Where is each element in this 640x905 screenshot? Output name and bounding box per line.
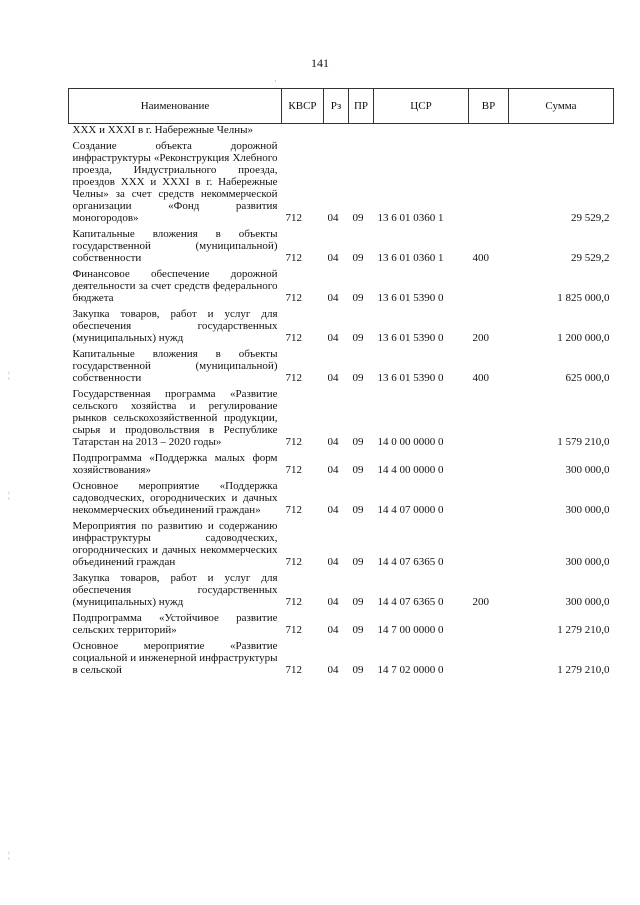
table-row bbox=[69, 348, 614, 388]
cell-sum: 1 200 000,0 bbox=[557, 332, 610, 344]
scan-mark: ¦ bbox=[8, 370, 10, 380]
cell-vr bbox=[469, 480, 509, 520]
cell-pr: 09 bbox=[352, 252, 364, 264]
cell-name: Подпрограмма «Поддержка малых форм хозяйствования» bbox=[72, 452, 278, 476]
cell-kvsr: 712 bbox=[285, 556, 302, 568]
cell-sum: 625 000,0 bbox=[565, 372, 610, 384]
col-header-sum: Сумма bbox=[509, 89, 614, 124]
cell-csr: 14 4 07 0000 0 bbox=[377, 504, 444, 516]
cell-name: XXX и XXXI в г. Набережные Челны» bbox=[72, 124, 254, 136]
col-header-rz: Рз bbox=[324, 89, 349, 124]
cell-pr: 09 bbox=[352, 664, 364, 676]
cell-rz: 04 bbox=[327, 436, 339, 448]
table-header-row bbox=[69, 89, 614, 124]
cell-csr: 14 0 00 0000 0 bbox=[377, 436, 444, 448]
cell-rz: 04 bbox=[327, 596, 339, 608]
scan-mark: ¦ bbox=[8, 490, 10, 500]
table-row bbox=[69, 520, 614, 572]
cell-sum: 1 579 210,0 bbox=[557, 436, 610, 448]
cell-pr: 09 bbox=[352, 212, 364, 224]
cell-vr bbox=[469, 520, 509, 572]
cell-kvsr: 712 bbox=[285, 212, 302, 224]
table-row bbox=[69, 480, 614, 520]
scan-mark: ¦ bbox=[8, 850, 10, 860]
cell-pr: 09 bbox=[352, 332, 364, 344]
cell-kvsr: 712 bbox=[285, 596, 302, 608]
cell-name: Финансовое обеспечение дорожной деятельности за счет средств федерального бюджета bbox=[72, 268, 278, 304]
cell-sum bbox=[509, 124, 614, 141]
cell-name: Основное мероприятие «Развитие социальной и инженерной инфраструктуры в сельской bbox=[72, 640, 278, 676]
cell-vr bbox=[469, 124, 509, 141]
cell-pr bbox=[349, 124, 374, 141]
cell-kvsr: 712 bbox=[285, 292, 302, 304]
cell-kvsr: 712 bbox=[285, 624, 302, 636]
cell-kvsr: 712 bbox=[285, 664, 302, 676]
cell-kvsr: 712 bbox=[285, 436, 302, 448]
cell-kvsr bbox=[282, 124, 324, 141]
cell-csr: 14 7 00 0000 0 bbox=[377, 624, 444, 636]
table-row bbox=[69, 124, 614, 141]
cell-pr: 09 bbox=[352, 464, 364, 476]
cell-vr: 400 bbox=[472, 372, 489, 384]
cell-name: Закупка товаров, работ и услуг для обеспечения государственных (муниципальных) нужд bbox=[72, 308, 278, 344]
cell-csr: 13 6 01 0360 1 bbox=[377, 212, 444, 224]
table-row bbox=[69, 388, 614, 452]
cell-sum: 300 000,0 bbox=[565, 556, 610, 568]
cell-csr: 13 6 01 5390 0 bbox=[377, 332, 444, 344]
cell-csr: 13 6 01 5390 0 bbox=[377, 372, 444, 384]
cell-pr: 09 bbox=[352, 624, 364, 636]
cell-csr: 14 4 07 6365 0 bbox=[377, 556, 444, 568]
cell-rz: 04 bbox=[327, 556, 339, 568]
table-body bbox=[69, 124, 614, 681]
scan-mark: · bbox=[274, 76, 277, 86]
cell-vr bbox=[469, 388, 509, 452]
page-number: 141 bbox=[311, 56, 329, 70]
col-header-kvsr: КВСР bbox=[282, 89, 324, 124]
table-row bbox=[69, 308, 614, 348]
cell-kvsr: 712 bbox=[285, 372, 302, 384]
cell-rz: 04 bbox=[327, 372, 339, 384]
cell-sum: 1 825 000,0 bbox=[557, 292, 610, 304]
cell-rz: 04 bbox=[327, 624, 339, 636]
cell-sum: 300 000,0 bbox=[565, 464, 610, 476]
cell-rz: 04 bbox=[327, 292, 339, 304]
cell-vr bbox=[469, 140, 509, 228]
cell-rz: 04 bbox=[327, 464, 339, 476]
cell-pr: 09 bbox=[352, 436, 364, 448]
cell-sum: 300 000,0 bbox=[565, 504, 610, 516]
col-header-name: Наименование bbox=[69, 89, 282, 124]
cell-csr: 13 6 01 5390 0 bbox=[377, 292, 444, 304]
cell-sum: 29 529,2 bbox=[571, 252, 610, 264]
cell-kvsr: 712 bbox=[285, 332, 302, 344]
cell-vr bbox=[469, 452, 509, 480]
col-header-pr: ПР bbox=[349, 89, 374, 124]
table-row bbox=[69, 640, 614, 680]
cell-csr: 13 6 01 0360 1 bbox=[377, 252, 444, 264]
cell-name: Мероприятия по развитию и содержанию инфраструктуры садоводческих, огороднических и дачных некоммерческих объединений граждан bbox=[72, 520, 278, 568]
cell-kvsr: 712 bbox=[285, 252, 302, 264]
table-row bbox=[69, 140, 614, 228]
cell-sum: 1 279 210,0 bbox=[557, 624, 610, 636]
cell-name: Государственная программа «Развитие сельского хозяйства и регулирование рынков сельскохозяйственной продукции, сырья и продовольствия в Республике Татарстан на 2013 – 2020 годы» bbox=[72, 388, 278, 448]
cell-vr bbox=[469, 612, 509, 640]
cell-vr bbox=[469, 268, 509, 308]
cell-sum: 300 000,0 bbox=[565, 596, 610, 608]
cell-rz: 04 bbox=[327, 504, 339, 516]
cell-csr: 14 7 02 0000 0 bbox=[377, 664, 444, 676]
cell-csr: 14 4 00 0000 0 bbox=[377, 464, 444, 476]
cell-vr: 200 bbox=[472, 596, 489, 608]
cell-name: Основное мероприятие «Поддержка садоводческих, огороднических и дачных некоммерческих объединений граждан» bbox=[72, 480, 278, 516]
cell-csr: 14 4 07 6365 0 bbox=[377, 596, 444, 608]
table-row bbox=[69, 228, 614, 268]
cell-kvsr: 712 bbox=[285, 504, 302, 516]
cell-pr: 09 bbox=[352, 372, 364, 384]
cell-rz bbox=[324, 124, 349, 141]
cell-rz: 04 bbox=[327, 252, 339, 264]
cell-rz: 04 bbox=[327, 212, 339, 224]
col-header-vr: ВР bbox=[469, 89, 509, 124]
cell-rz: 04 bbox=[327, 332, 339, 344]
cell-name: Капитальные вложения в объекты государственной (муниципальной) собственности bbox=[72, 348, 278, 384]
cell-kvsr: 712 bbox=[285, 464, 302, 476]
cell-sum: 29 529,2 bbox=[571, 212, 610, 224]
cell-name: Подпрограмма «Устойчивое развитие сельских территорий» bbox=[72, 612, 278, 636]
budget-table bbox=[68, 88, 614, 680]
cell-sum: 1 279 210,0 bbox=[557, 664, 610, 676]
col-header-csr: ЦСР bbox=[374, 89, 469, 124]
cell-name: Капитальные вложения в объекты государственной (муниципальной) собственности bbox=[72, 228, 278, 264]
cell-pr: 09 bbox=[352, 556, 364, 568]
table-row bbox=[69, 612, 614, 640]
table-row bbox=[69, 572, 614, 612]
cell-vr: 200 bbox=[472, 332, 489, 344]
cell-name: Закупка товаров, работ и услуг для обеспечения государственных (муниципальных) нужд bbox=[72, 572, 278, 608]
cell-vr bbox=[469, 640, 509, 680]
cell-pr: 09 bbox=[352, 596, 364, 608]
table-row bbox=[69, 452, 614, 480]
cell-rz: 04 bbox=[327, 664, 339, 676]
cell-name: Создание объекта дорожной инфраструктуры «Реконструкция Хлебного проезда, Индустриального проезда, проездов XXX и XXXI в г. Набережные Челны» за счет средств некоммерческой организации «Фонд развития моногородов» bbox=[72, 140, 278, 224]
cell-pr: 09 bbox=[352, 504, 364, 516]
cell-csr bbox=[374, 124, 469, 141]
cell-pr: 09 bbox=[352, 292, 364, 304]
cell-vr: 400 bbox=[472, 252, 489, 264]
table-row bbox=[69, 268, 614, 308]
